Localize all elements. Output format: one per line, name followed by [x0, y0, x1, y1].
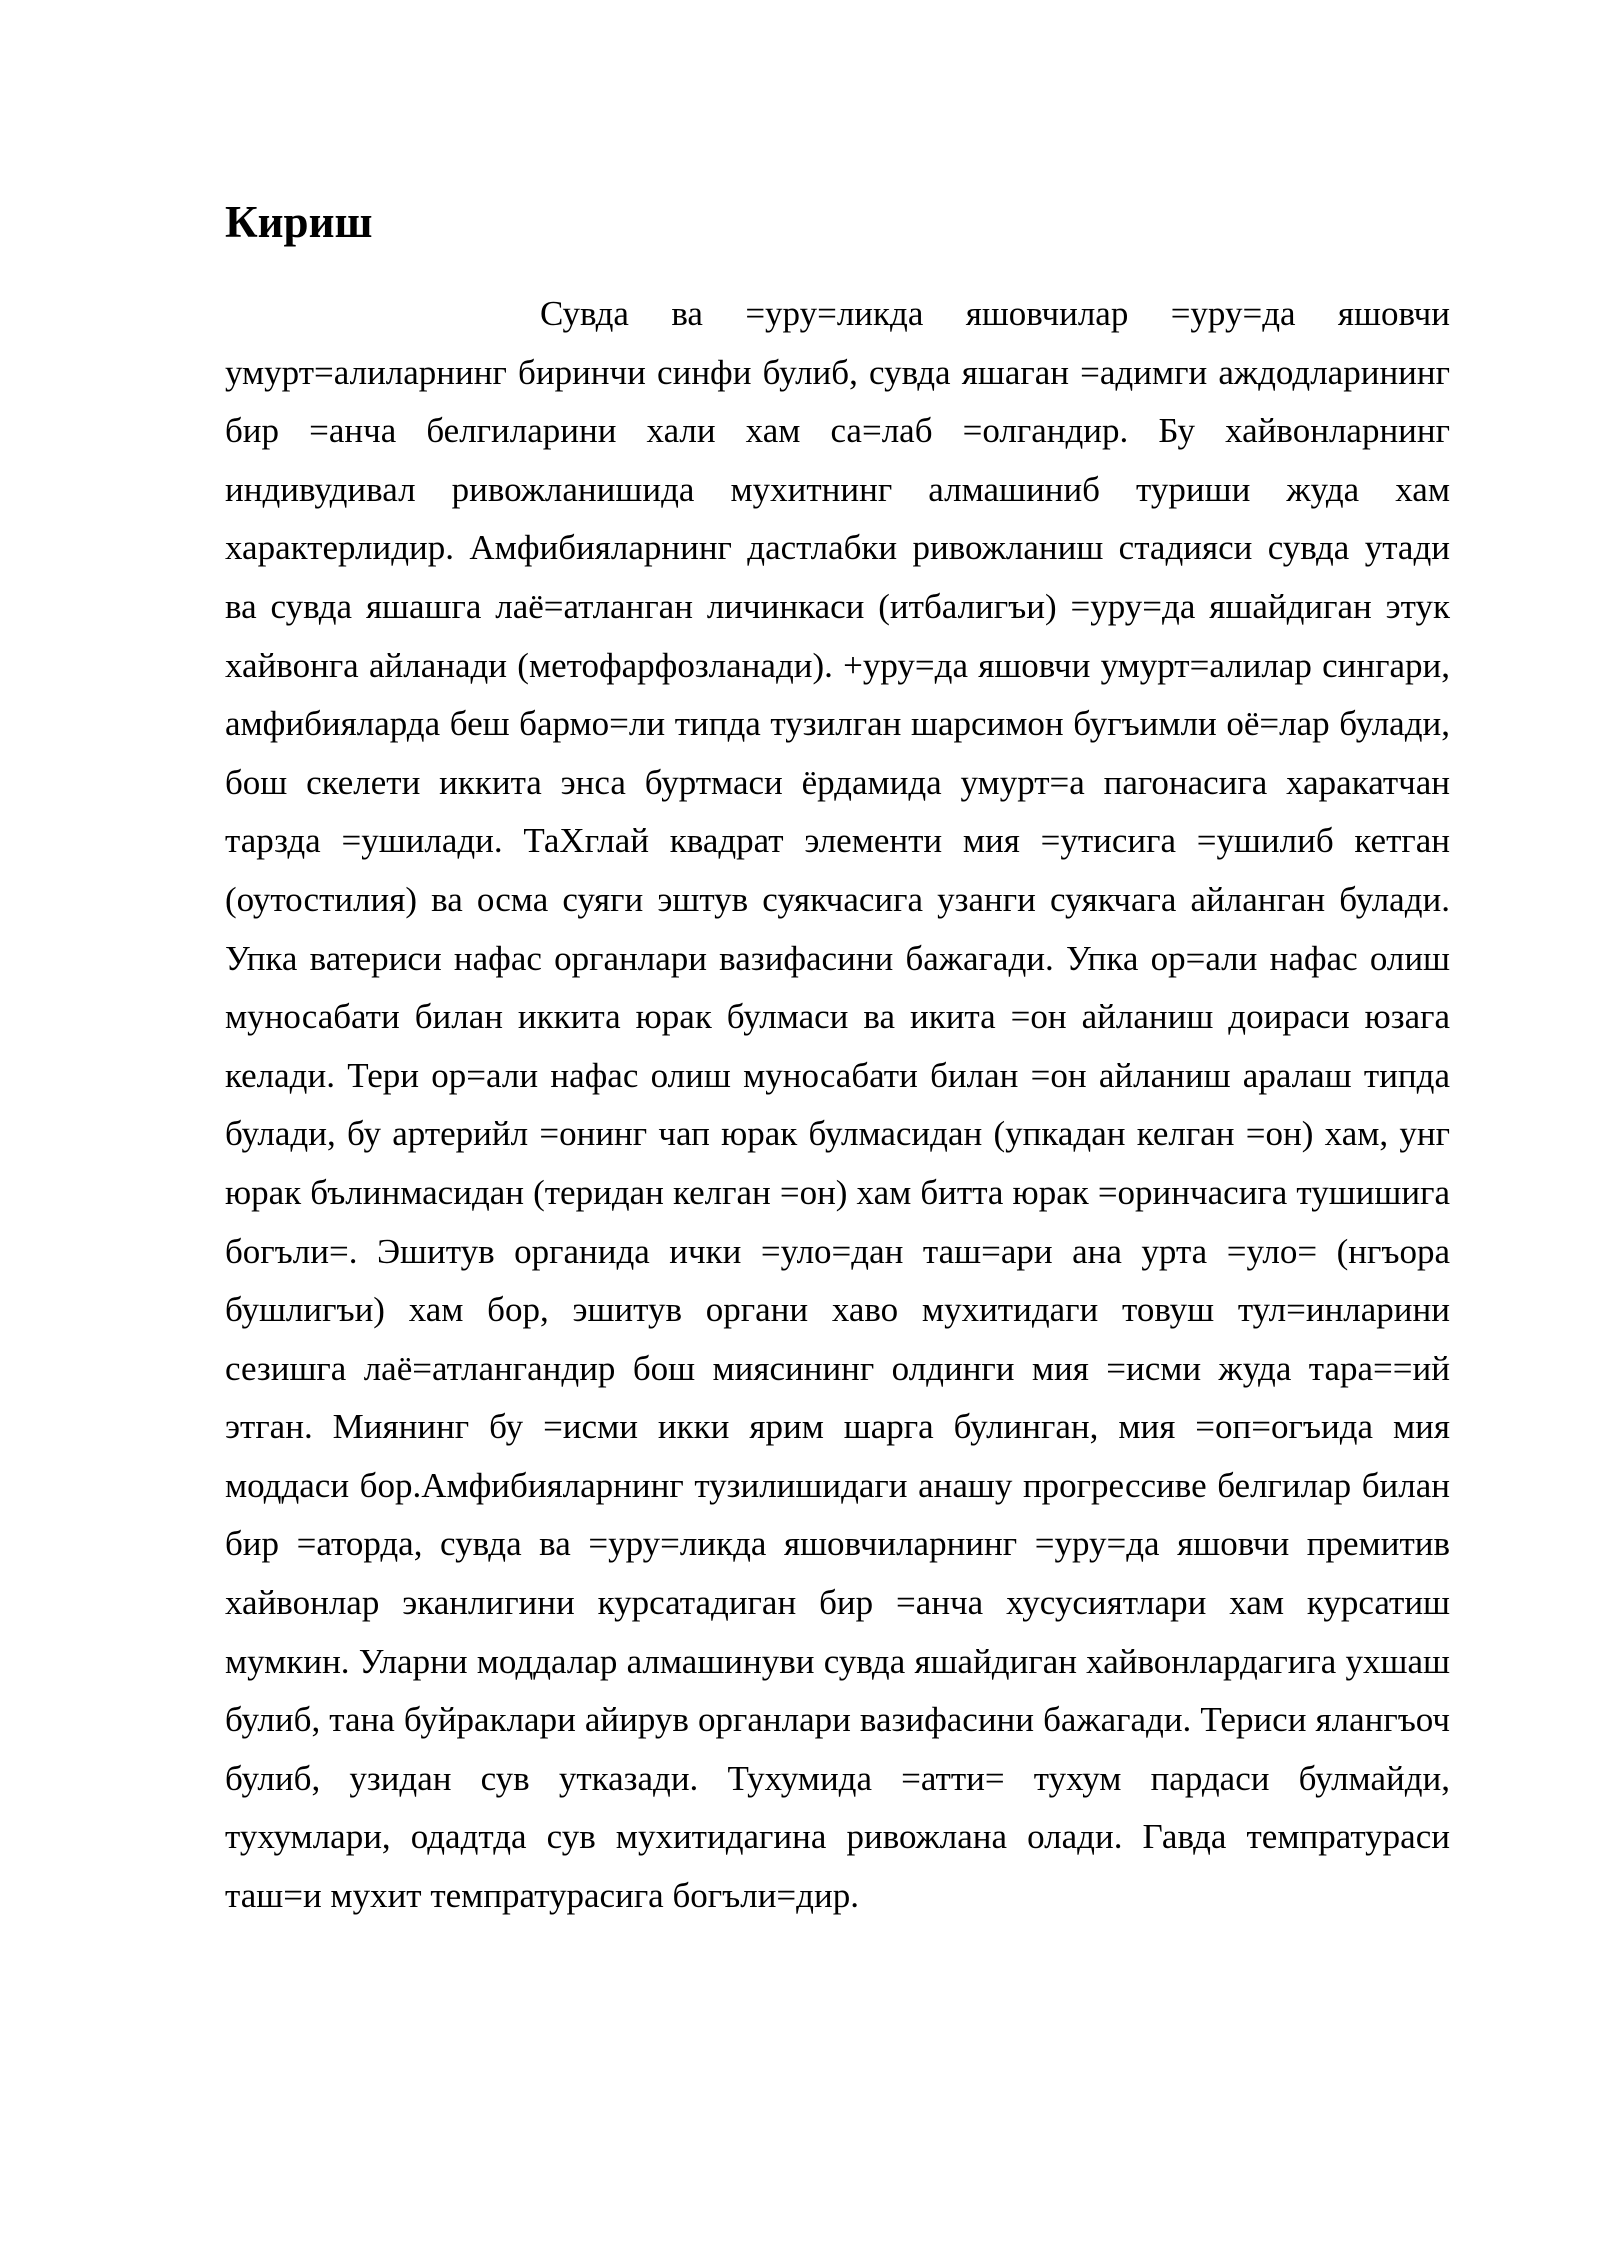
document-heading: Кириш	[225, 197, 373, 247]
body-paragraph: Сувда ва =уру=ликда яшовчилар =уру=да яшовчи умурт=алиларнинг биринчи синфи булиб, сувда яшаган =адимги аждодларининг бир =анча белгиларини хали хам са=лаб =олгандир. Бу хайвонларнинг индивудивал ривожланишида мухитнинг алмашиниб туриши жуда хам характерлидир. Амфибияларнинг дастлабки ривожланиш стадияси сувда утади ва сувда яшашга лаё=атланган личинкаси (итбалигъи) =уру=да яшайдиган этук хайвонга айланади (метофарфозланади). +уру=да яшовчи умурт=алилар сингари, амфибияларда беш бармо=ли типда тузилган шарсимон бугъимли оё=лар булади, бош скелети иккита энса буртмаси ёрдамида умурт=а пагонасига харакатчан тарзда =ушилади. ТаХглай квадрат элементи мия =утисига =ушилиб кетган (оутостилия) ва осма суяги эштув суякчасига узанги суякчага айланган булади. Упка ватериси нафас органлари вазифасини бажагади. Упка ор=али нафас олиш муносабати билан иккита юрак булмаси ва икита =он айланиш доираси юзага келади. Тери ор=али нафас олиш муносабати билан =он айланиш аралаш типда булади, бу артерийл =онинг чап юрак булмасидан (упкадан келган =он) хам, унг юрак бълинмасидан (теридан келган =он) хам битта юрак =оринчасига тушишига богъли=. Эшитув органида ички =уло=дан таш=ари ана урта =уло= (нгъора бушлигъи) хам бор, эшитув органи хаво мухитидаги товуш тул=инларини сезишга лаё=атлангандир бош миясининг олдинги мия =исми жуда тара==ий этган. Миянинг бу =исми икки ярим шарга булинган, мия =оп=огъида мия моддаси бор.Амфибияларнинг тузилишидаги анашу прогрессиве белгилар билан бир =аторда, сувда ва =уру=ликда яшовчиларнинг =уру=да яшовчи премитив хайвонлар эканлигини курсатадиган бир =анча хусусиятлари хам курсатиш мумкин. Уларни моддалар алмашинуви сувда яшайдиган хайвонлардагига ухшаш булиб, тана буйраклари айирув органлари вазифасини бажагади. Териси ялангъоч булиб, узидан сув утказади. Тухумида =атти= тухум пардаси булмайди, тухумлари, одадтда сув мухитидагина ривожлана олади. Гавда темпратураси таш=и мухит темпратурасига богъли=дир.	[225, 294, 1450, 1916]
